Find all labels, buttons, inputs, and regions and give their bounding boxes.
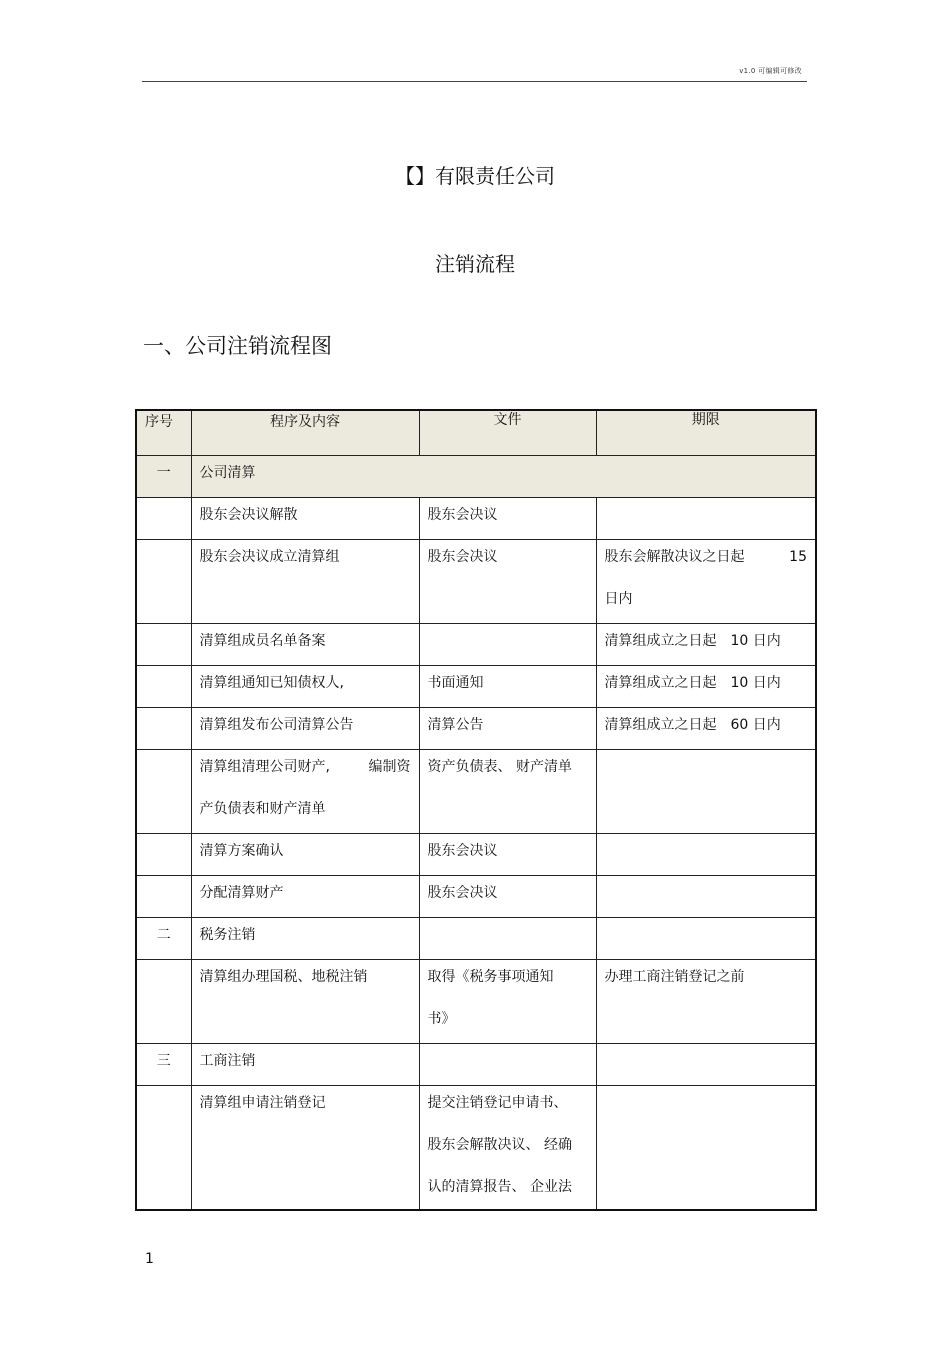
- row-content: 税务注销: [191, 918, 419, 960]
- row-content: 工商注销: [191, 1044, 419, 1086]
- table-row: [136, 960, 816, 1044]
- page-number: 1: [145, 1251, 154, 1267]
- row-deadline: [596, 1044, 816, 1086]
- company-title: 【】有限责任公司: [395, 164, 555, 188]
- file-line-3: 认的清算报告、 企业法: [427, 1179, 572, 1195]
- content-line-2: 产负债表和财产清单: [199, 801, 326, 817]
- process-title: 注销流程: [435, 252, 515, 276]
- row-num: [136, 540, 191, 624]
- row-deadline: [596, 834, 816, 876]
- row-deadline: [596, 540, 816, 624]
- row-content: 清算组发布公司清算公告: [191, 708, 419, 750]
- table-row: [136, 918, 816, 960]
- row-num: [136, 1086, 191, 1210]
- row-num: [136, 876, 191, 918]
- row-num: [136, 960, 191, 1044]
- row-content: 清算组办理国税、地税注销: [191, 960, 419, 1044]
- table-row: [136, 1086, 816, 1210]
- deadline-days: 15: [789, 549, 807, 565]
- row-content: 清算组申请注销登记: [191, 1086, 419, 1210]
- row-num: 一: [136, 456, 191, 498]
- header-content: 程序及内容: [191, 410, 419, 456]
- file-line-1: 提交注销登记申请书、: [427, 1095, 568, 1111]
- row-content: 股东会决议解散: [191, 498, 419, 540]
- row-file: 清算公告: [419, 708, 596, 750]
- deregistration-table: [135, 409, 817, 1211]
- header-deadline: 期限: [596, 410, 816, 456]
- row-file: 书面通知: [419, 666, 596, 708]
- row-num: 二: [136, 918, 191, 960]
- row-deadline: 办理工商注销登记之前: [596, 960, 816, 1044]
- row-file: [419, 624, 596, 666]
- row-deadline: 清算组成立之日起 60 日内: [596, 708, 816, 750]
- table-row: [136, 834, 816, 876]
- row-content: 清算方案确认: [191, 834, 419, 876]
- row-file: [419, 918, 596, 960]
- row-content: 清算组通知已知债权人,: [191, 666, 419, 708]
- row-file: [419, 960, 596, 1044]
- row-num: [136, 498, 191, 540]
- table-row: [136, 1044, 816, 1086]
- row-deadline: 清算组成立之日起 10 日内: [596, 666, 816, 708]
- row-file: 股东会决议: [419, 876, 596, 918]
- row-file: 股东会决议: [419, 540, 596, 624]
- row-file: 资产负债表、 财产清单: [419, 750, 596, 834]
- table-header-row: [136, 410, 816, 456]
- file-line-2: 书》: [427, 1011, 456, 1027]
- row-num: [136, 834, 191, 876]
- header-file: 文件: [419, 410, 596, 456]
- row-deadline: [596, 876, 816, 918]
- row-content: 股东会决议成立清算组: [191, 540, 419, 624]
- file-line-2: 股东会解散决议、 经确: [427, 1137, 572, 1153]
- content-line-1: 清算组清理公司财产,: [199, 759, 330, 775]
- table-row: [136, 456, 816, 498]
- row-file: [419, 1086, 596, 1210]
- table-row: [136, 498, 816, 540]
- row-deadline: [596, 750, 816, 834]
- row-deadline: 清算组成立之日起 10 日内: [596, 624, 816, 666]
- row-content: [191, 750, 419, 834]
- table-row: [136, 876, 816, 918]
- deadline-suffix: 日内: [604, 591, 633, 607]
- table-row: [136, 666, 816, 708]
- section-heading: 一、公司注销流程图: [143, 334, 332, 358]
- table-row: [136, 540, 816, 624]
- header-rule: [142, 81, 807, 82]
- table-row: [136, 750, 816, 834]
- row-content: 分配清算财产: [191, 876, 419, 918]
- row-deadline: [596, 918, 816, 960]
- row-deadline: [596, 1086, 816, 1210]
- row-num: [136, 624, 191, 666]
- row-file: [419, 1044, 596, 1086]
- row-content: 公司清算: [191, 456, 816, 498]
- table-row: [136, 624, 816, 666]
- row-deadline: [596, 498, 816, 540]
- row-file: 股东会决议: [419, 834, 596, 876]
- content-line-1b: 编制资: [368, 759, 411, 775]
- file-line-1: 取得《税务事项通知: [427, 969, 554, 985]
- header-note: v1.0 可编辑可修改: [739, 67, 802, 75]
- table-row: [136, 708, 816, 750]
- row-num: [136, 708, 191, 750]
- row-num: 三: [136, 1044, 191, 1086]
- header-num: 序号: [136, 410, 191, 456]
- row-file: 股东会决议: [419, 498, 596, 540]
- row-num: [136, 750, 191, 834]
- deadline-text: 股东会解散决议之日起: [604, 549, 745, 565]
- row-num: [136, 666, 191, 708]
- row-content: 清算组成员名单备案: [191, 624, 419, 666]
